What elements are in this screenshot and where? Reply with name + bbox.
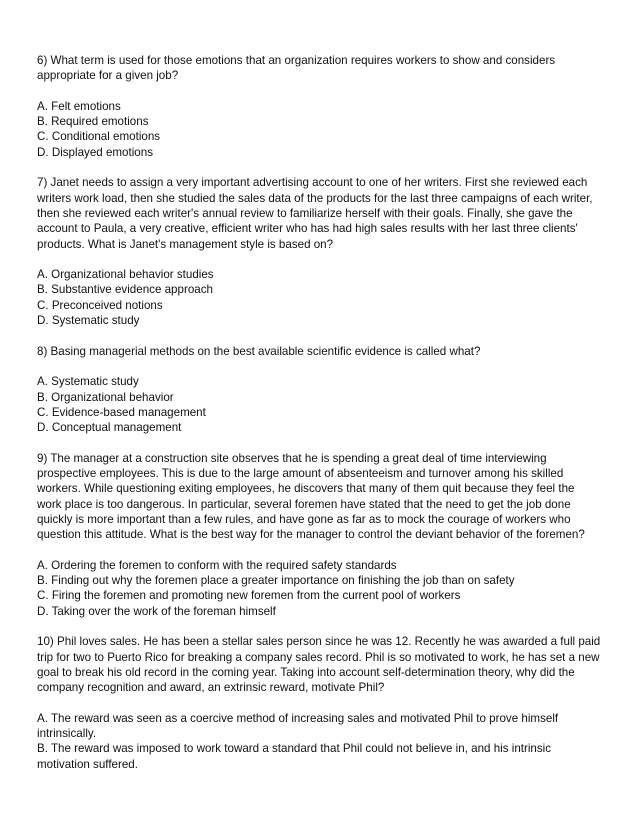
question-text: 7) Janet needs to assign a very important advertising account to one of her writers. First she reviewed each writers work load, then she studied the sales data of the products for the last three campaigns of each writer, then she reviewed each writer's annual review to familiarize herself with their goals. Finally, she gave the account to Paula, a very creative, efficient writer who has had high sales results with her last three clients' products. What is Janet's management style is based on? xyxy=(37,176,593,251)
answer-option-b: B. Finding out why the foremen place a greater importance on finishing the job than on safety xyxy=(37,574,515,588)
answer-option-b: B. The reward was imposed to work toward a standard that Phil could not believe in, and his intrinsic motivation suffered. xyxy=(37,742,552,771)
answer-option-d: D. Systematic study xyxy=(37,314,140,328)
answer-option-b: B. Required emotions xyxy=(37,115,149,129)
answer-option-a: A. Systematic study xyxy=(37,375,139,389)
answer-option-c: C. Conditional emotions xyxy=(37,130,161,144)
answer-option-b: B. Substantive evidence approach xyxy=(37,283,213,297)
answer-option-a: A. Ordering the foremen to conform with the required safety standards xyxy=(37,558,397,572)
answer-option-d: D. Conceptual management xyxy=(37,421,182,435)
question-text: 10) Phil loves sales. He has been a stellar sales person since he was 12. Recently he was awarded a full paid trip for two to Puerto Rico for breaking a company sales record. Phil is so motivated to work, he has set a new goal to break his old record in the coming year. Taking into account self-determination theory, why did the company recognition and award, an extrinsic reward, motivate Phil? xyxy=(37,635,601,695)
answer-options xyxy=(37,267,602,328)
answer-option-c: C. Firing the foremen and promoting new foremen from the current pool of workers xyxy=(37,589,461,603)
answer-option-a: A. Organizational behavior studies xyxy=(37,268,214,282)
document-page xyxy=(37,53,602,772)
answer-options xyxy=(37,711,602,772)
answer-option-d: D. Displayed emotions xyxy=(37,145,153,159)
question-8 xyxy=(37,344,602,436)
question-text: 6) What term is used for those emotions that an organization requires workers to show and considers appropriate for a given job? xyxy=(37,54,556,83)
answer-options xyxy=(37,374,602,435)
answer-options xyxy=(37,558,602,619)
question-6 xyxy=(37,53,602,160)
answer-option-a: A. Felt emotions xyxy=(37,99,121,113)
question-text: 8) Basing managerial methods on the best available scientific evidence is called what? xyxy=(37,344,481,358)
answer-option-c: C. Evidence-based management xyxy=(37,405,206,419)
answer-option-b: B. Organizational behavior xyxy=(37,390,174,404)
question-text: 9) The manager at a construction site observes that he is spending a great deal of time interviewing prospective employees. This is due to the large amount of absenteeism and turnover among his skilled workers. While questioning exiting employees, he discovers that many of them quit because they feel the work place is too dangerous. In particular, several foremen have stated that the need to get the job done quickly is more important than a few rules, and have gone as far as to mock the courage of workers who question this attitude. What is the best way for the manager to control the deviant behavior of the foremen? xyxy=(37,451,585,542)
answer-option-d: D. Taking over the work of the foreman himself xyxy=(37,604,276,618)
question-9 xyxy=(37,451,602,619)
question-10 xyxy=(37,634,602,772)
answer-option-c: C. Preconceived notions xyxy=(37,298,163,312)
question-7 xyxy=(37,175,602,328)
answer-option-a: A. The reward was seen as a coercive method of increasing sales and motivated Phil to prove himself intrinsically. xyxy=(37,711,559,741)
answer-options xyxy=(37,99,602,160)
